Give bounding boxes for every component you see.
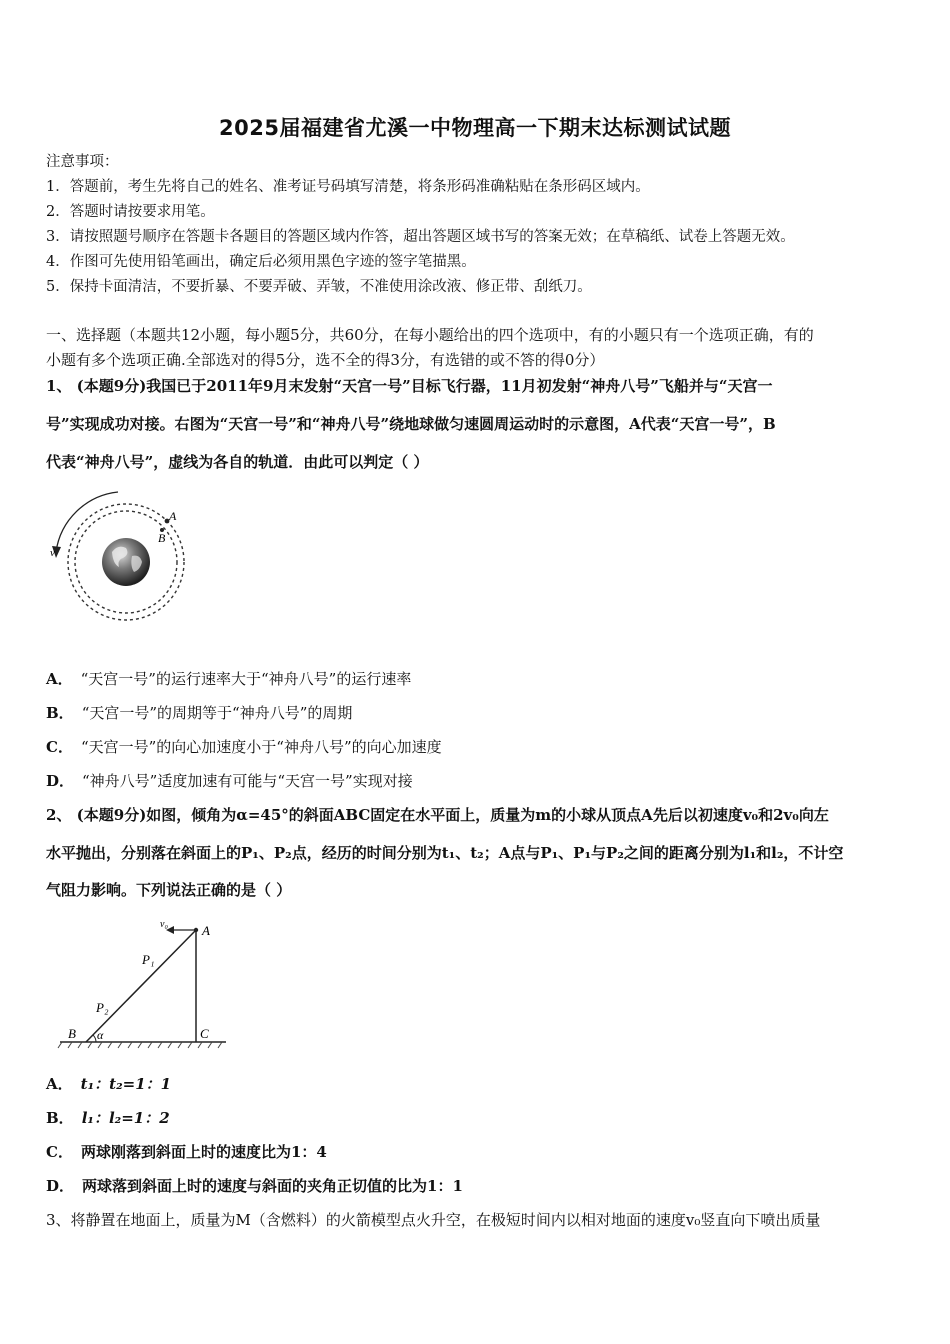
notice-item: 4．作图可先使用铅笔画出，确定后必须用黑色字迹的签字笔描黑。 <box>46 254 476 270</box>
label-p1: P₁ <box>142 952 155 967</box>
section-heading-cont: 小题有多个选项正确.全部选对的得5分，选不全的得3分，有选错的或不答的得0分） <box>46 351 605 369</box>
label-c: C <box>200 1026 209 1041</box>
label-a: A <box>169 509 177 523</box>
q1-option-b[interactable]: B． “天宫一号”的周期等于“神舟八号”的周期 <box>46 704 353 722</box>
q2-option-d[interactable]: D． 两球落到斜面上时的速度与斜面的夹角正切值的比为1：1 <box>46 1177 463 1195</box>
notice-item: 3．请按照题号顺序在答题卡各题目的答题区域内作答，超出答题区域书写的答案无效；在草稿纸、试卷上答题无效。 <box>46 229 795 245</box>
q1-option-c[interactable]: C． “天宫一号”的向心加速度小于“神舟八号”的向心加速度 <box>46 738 442 756</box>
label-b: B <box>68 1026 76 1041</box>
label-p2: P₂ <box>96 1000 109 1015</box>
q2-option-c[interactable]: C． 两球刚落到斜面上时的速度比为1：4 <box>46 1143 327 1161</box>
notice-item: 2．答题时请按要求用笔。 <box>46 204 215 220</box>
incline-ab <box>86 930 196 1042</box>
earth-icon <box>102 538 150 586</box>
label-a: A <box>202 923 210 938</box>
page-title: 2025届福建省尤溪一中物理高一下期末达标测试试题 <box>219 116 731 140</box>
q2-option-b[interactable]: B． l₁：l₂=1：2 <box>46 1109 170 1127</box>
q1-stem-line2: 号”实现成功对接。右图为“天宫一号”和“神舟八号”绕地球做匀速圆周运动时的示意图，A代表“天宫一号”，B <box>46 415 776 433</box>
label-v0: v₀ <box>160 919 168 930</box>
q1-stem-line3: 代表“神舟八号”，虚线为各自的轨道．由此可以判定（ ） <box>46 453 429 471</box>
notice-item: 5．保持卡面清洁，不要折暴、不要弄破、弄皱，不准使用涂改液、修正带、刮纸刀。 <box>46 279 592 295</box>
q1-stem-line1: 1、 (本题9分)我国已于2011年9月末发射“天宫一号”目标飞行器，11月初发射“神舟八号”飞船并与“天宫一 <box>46 377 773 395</box>
q2-stem-line1: 2、 (本题9分)如图，倾角为α=45°的斜面ABC固定在水平面上，质量为m的小球从顶点A先后以初速度v₀和2v₀向左 <box>46 806 829 824</box>
section-heading: 一、选择题（本题共12小题，每小题5分，共60分，在每小题给出的四个选项中，有的小题只有一个选项正确，有的 <box>46 326 814 344</box>
notice-heading: 注意事项： <box>46 154 119 170</box>
q1-option-d[interactable]: D． “神舟八号”适度加速有可能与“天宫一号”实现对接 <box>46 772 413 790</box>
label-v: v <box>50 547 55 559</box>
ball-dot <box>194 928 198 932</box>
incline-figure <box>56 916 232 1052</box>
notice-item: 1．答题前，考生先将自己的姓名、准考证号码填写清楚，将条形码准确粘贴在条形码区域内。 <box>46 179 650 195</box>
q2-stem-line2: 水平抛出，分别落在斜面上的P₁、P₂点，经历的时间分别为t₁、t₂；A点与P₁、P₁与P₂之间的距离分别为l₁和l₂，不计空 <box>46 844 844 862</box>
q2-option-a[interactable]: A． t₁：t₂=1：1 <box>46 1075 172 1093</box>
q1-option-a[interactable]: A． “天宫一号”的运行速率大于“神舟八号”的运行速率 <box>46 670 412 688</box>
orbit-figure <box>46 486 196 626</box>
label-alpha: α <box>97 1028 104 1042</box>
q3-stem-line1: 3、将静置在地面上，质量为M（含燃料）的火箭模型点火升空，在极短时间内以相对地面的速度v₀竖直向下喷出质量 <box>46 1211 821 1229</box>
orbit-direction-arc <box>56 492 118 552</box>
label-b: B <box>158 531 166 545</box>
angle-arc <box>93 1035 96 1042</box>
q2-stem-line3: 气阻力影响。下列说法正确的是（ ） <box>46 881 292 899</box>
